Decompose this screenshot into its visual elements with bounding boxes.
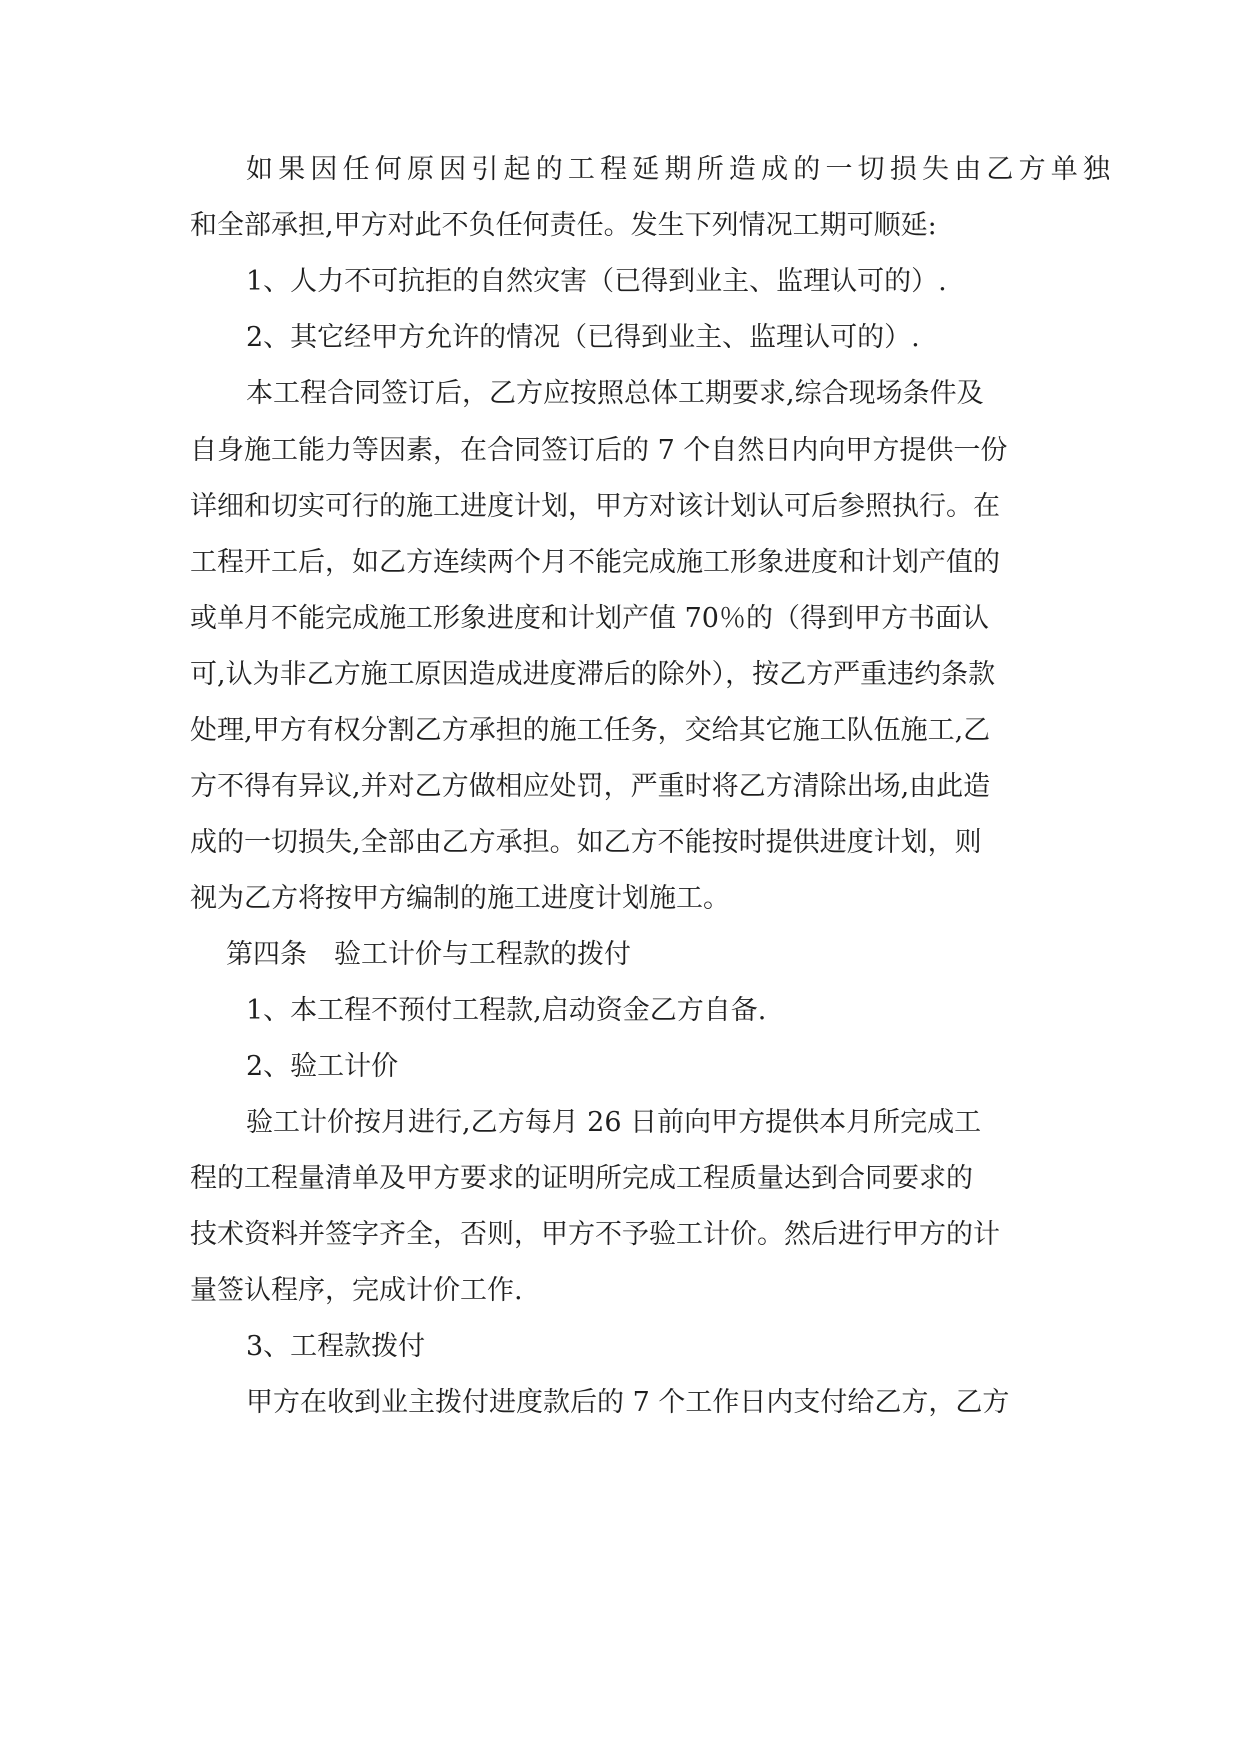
list-item: 2、验工计价: [246, 1051, 399, 1082]
paragraph-line: 本工程合同签订后，乙方应按照总体工期要求,综合现场条件及: [246, 378, 984, 409]
paragraph-line: 视为乙方将按甲方编制的施工进度计划施工。: [190, 883, 730, 914]
paragraph-line: 成的一切损失,全部由乙方承担。如乙方不能按时提供进度计划，则: [190, 827, 982, 858]
paragraph-line: 详细和切实可行的施工进度计划，甲方对该计划认可后参照执行。在: [190, 491, 1000, 522]
list-item: 3、工程款拨付: [246, 1331, 426, 1362]
list-item: 1、人力不可抗拒的自然灾害（已得到业主、监理认可的）.: [246, 266, 947, 297]
paragraph-line: 可,认为非乙方施工原因造成进度滞后的除外），按乙方严重违约条款: [190, 659, 996, 690]
paragraph-line: 方不得有异议,并对乙方做相应处罚，严重时将乙方清除出场,由此造: [190, 771, 991, 802]
paragraph-line: 验工计价按月进行,乙方每月 26 日前向甲方提供本月所完成工: [246, 1107, 982, 1138]
paragraph-line: 程的工程量清单及甲方要求的证明所完成工程质量达到合同要求的: [190, 1163, 973, 1194]
paragraph-line: 和全部承担,甲方对此不负任何责任。发生下列情况工期可顺延:: [190, 210, 937, 241]
paragraph-line: 甲方在收到业主拨付进度款后的 7 个工作日内支付给乙方，乙方: [246, 1387, 1010, 1418]
paragraph-line: 或单月不能完成施工形象进度和计划产值 70％的（得到甲方书面认: [190, 603, 989, 634]
paragraph-line: 自身施工能力等因素，在合同签订后的 7 个自然日内向甲方提供一份: [190, 435, 1008, 466]
paragraph-line: 技术资料并签字齐全，否则，甲方不予验工计价。然后进行甲方的计: [190, 1219, 1000, 1250]
paragraph-line: 工程开工后，如乙方连续两个月不能完成施工形象进度和计划产值的: [190, 547, 1000, 578]
section-heading: 第四条 验工计价与工程款的拨付: [226, 939, 631, 970]
list-item: 2、其它经甲方允许的情况（已得到业主、监理认可的）.: [246, 322, 920, 353]
list-item: 1、本工程不预付工程款,启动资金乙方自备.: [246, 995, 767, 1026]
paragraph-line: 量签认程序，完成计价工作.: [190, 1275, 523, 1306]
paragraph-line: 处理,甲方有权分割乙方承担的施工任务，交给其它施工队伍施工,乙: [190, 715, 991, 746]
paragraph-line: 如果因任何原因引起的工程延期所造成的一切损失由乙方单独: [246, 154, 1110, 185]
